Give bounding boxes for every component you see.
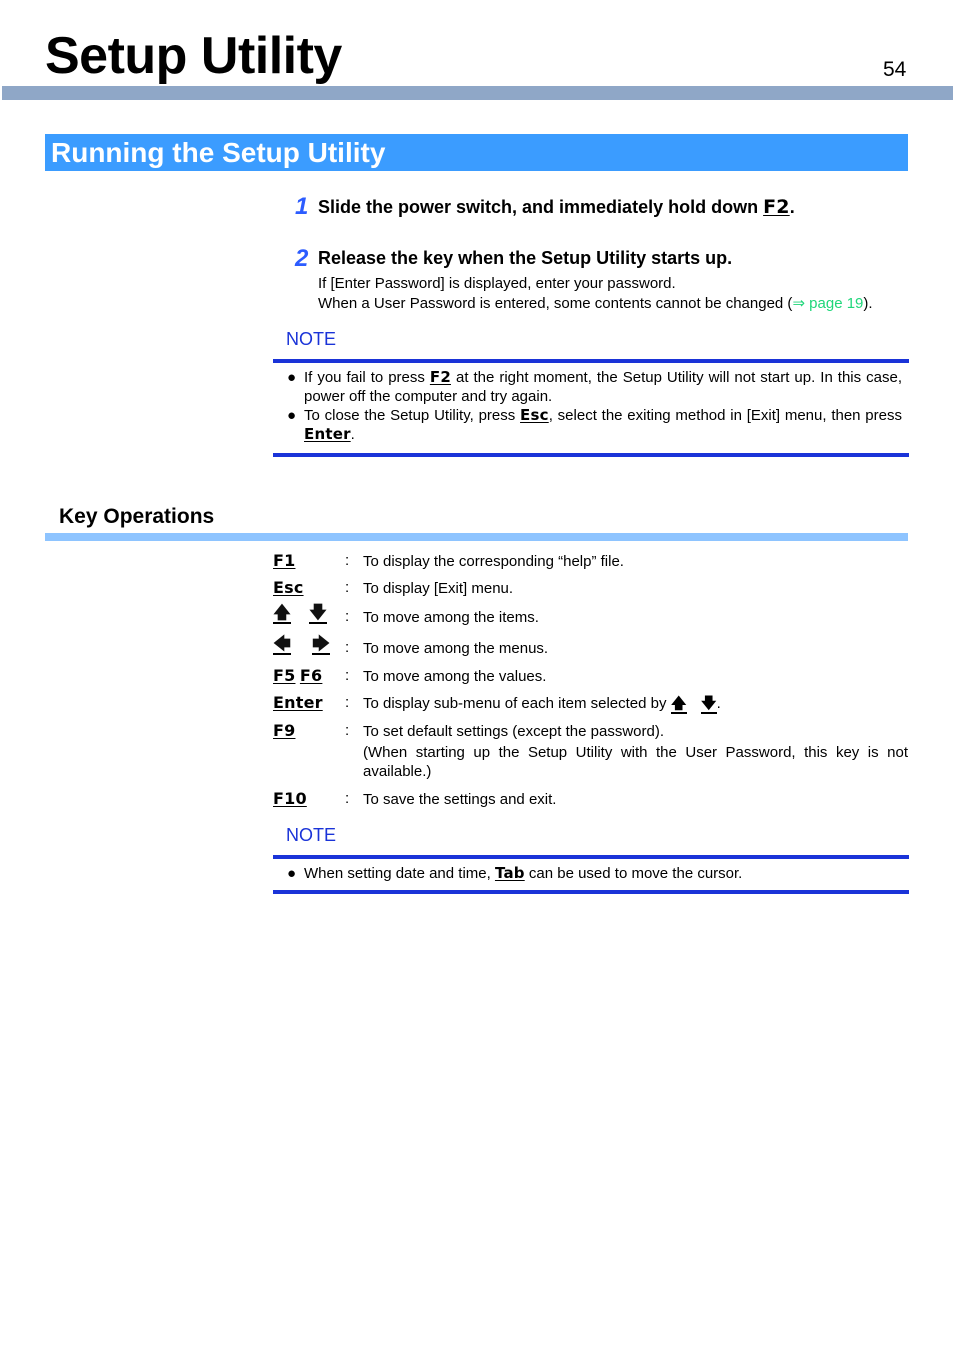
note-item (304, 864, 902, 883)
page-number: 54 (883, 58, 907, 81)
note-item-text: . (350, 426, 355, 443)
note-item-text: , select the exiting method in [Exit] menu, then press (548, 407, 902, 424)
key-description-text: To display sub-menu of each item selected by (363, 695, 667, 712)
step-text (318, 196, 795, 218)
right-arrow-icon: 🡆 (312, 634, 330, 654)
up-arrow-icon: 🡅 (670, 694, 687, 712)
page-title: Setup Utility (45, 27, 342, 85)
bullet-icon: ● (287, 865, 297, 882)
reference-arrow-icon: ⇒ (792, 295, 806, 312)
f2-key: F2 (429, 368, 451, 386)
key-description: To display [Exit] menu. (363, 580, 514, 597)
colon: : (345, 552, 350, 569)
f2-key: F2 (763, 196, 790, 218)
key-cell (273, 693, 323, 713)
key-operations-heading: Key Operations (59, 505, 215, 528)
step-2-sub-1: If [Enter Password] is displayed, enter your password. (318, 275, 676, 292)
step-2-sub-text: When a User Password is entered, some contents cannot be changed ( (318, 295, 793, 312)
note-label: NOTE (286, 825, 337, 845)
page-19-link-label: page 19 (805, 295, 864, 312)
key-description-suffix: . (716, 695, 721, 712)
note-bottom-rule (273, 890, 909, 894)
colon: : (345, 722, 350, 739)
step-number: 1 (295, 193, 309, 220)
key-description: To display the corresponding “help” file. (363, 553, 624, 570)
key-cell (273, 604, 327, 624)
note-item-text: can be used to move the cursor. (524, 865, 743, 882)
down-arrow-icon: 🡇 (309, 603, 327, 623)
key-cell (273, 789, 307, 809)
key-description: To move among the menus. (363, 640, 549, 657)
key-cell (273, 721, 295, 741)
step-1-suffix: . (789, 197, 795, 217)
bullet-icon: ● (287, 369, 297, 386)
key-description: To set default settings (except the password). (363, 723, 664, 740)
page-19-link[interactable] (792, 295, 863, 312)
step-2-text: Release the key when the Setup Utility starts up. (318, 248, 733, 268)
key-cell (273, 666, 322, 686)
colon: : (345, 639, 350, 656)
section-title: Running the Setup Utility (51, 137, 386, 168)
f6-key: F6 (299, 666, 323, 685)
note-item-text: at the right moment, the Setup Utility will not start up. In this case, power off the computer and try again. (304, 369, 902, 405)
note-top-rule (273, 359, 909, 363)
colon: : (345, 608, 350, 625)
colon: : (345, 667, 350, 684)
key-cell (273, 578, 304, 598)
note-item-text: If you fail to press (304, 369, 430, 386)
step-2-sub-suffix: ). (863, 295, 873, 312)
f5-key: F5 (273, 666, 296, 685)
key-description: To save the settings and exit. (363, 791, 557, 808)
f1-key: F1 (273, 551, 296, 570)
key-operations-rule (45, 533, 908, 541)
enter-key: Enter (273, 693, 323, 712)
tab-key: Tab (494, 864, 525, 882)
left-arrow-icon: 🡄 (273, 634, 291, 654)
note-item (304, 406, 902, 444)
step-1-text: Slide the power switch, and immediately hold down (318, 197, 759, 217)
step-number: 2 (295, 245, 309, 272)
f9-key: F9 (273, 721, 296, 740)
esc-key: Esc (520, 406, 549, 424)
f10-key: F10 (273, 789, 307, 808)
note-item-text: To close the Setup Utility, press (304, 407, 521, 424)
note-label: NOTE (286, 329, 337, 349)
step-2-sub-2 (318, 294, 873, 312)
bullet-icon: ● (287, 407, 297, 424)
key-description: To move among the items. (363, 609, 539, 626)
note-item (304, 368, 902, 406)
up-arrow-icon: 🡅 (273, 603, 291, 623)
key-cell (273, 635, 330, 655)
key-description-note: (When starting up the Setup Utility with the User Password, this key is not available.) (363, 744, 908, 780)
title-rule (2, 86, 953, 100)
colon: : (345, 579, 350, 596)
note-bottom-rule (273, 453, 909, 457)
section-banner (45, 134, 908, 171)
down-arrow-icon: 🡇 (700, 694, 717, 712)
key-description (363, 694, 908, 714)
note-item-text: When setting date and time, (304, 865, 495, 882)
colon: : (345, 790, 350, 807)
enter-key: Enter (304, 425, 351, 443)
note-top-rule (273, 855, 909, 859)
key-description: To move among the values. (363, 668, 547, 685)
colon: : (345, 694, 350, 711)
esc-key: Esc (273, 578, 304, 597)
key-cell (273, 551, 295, 571)
